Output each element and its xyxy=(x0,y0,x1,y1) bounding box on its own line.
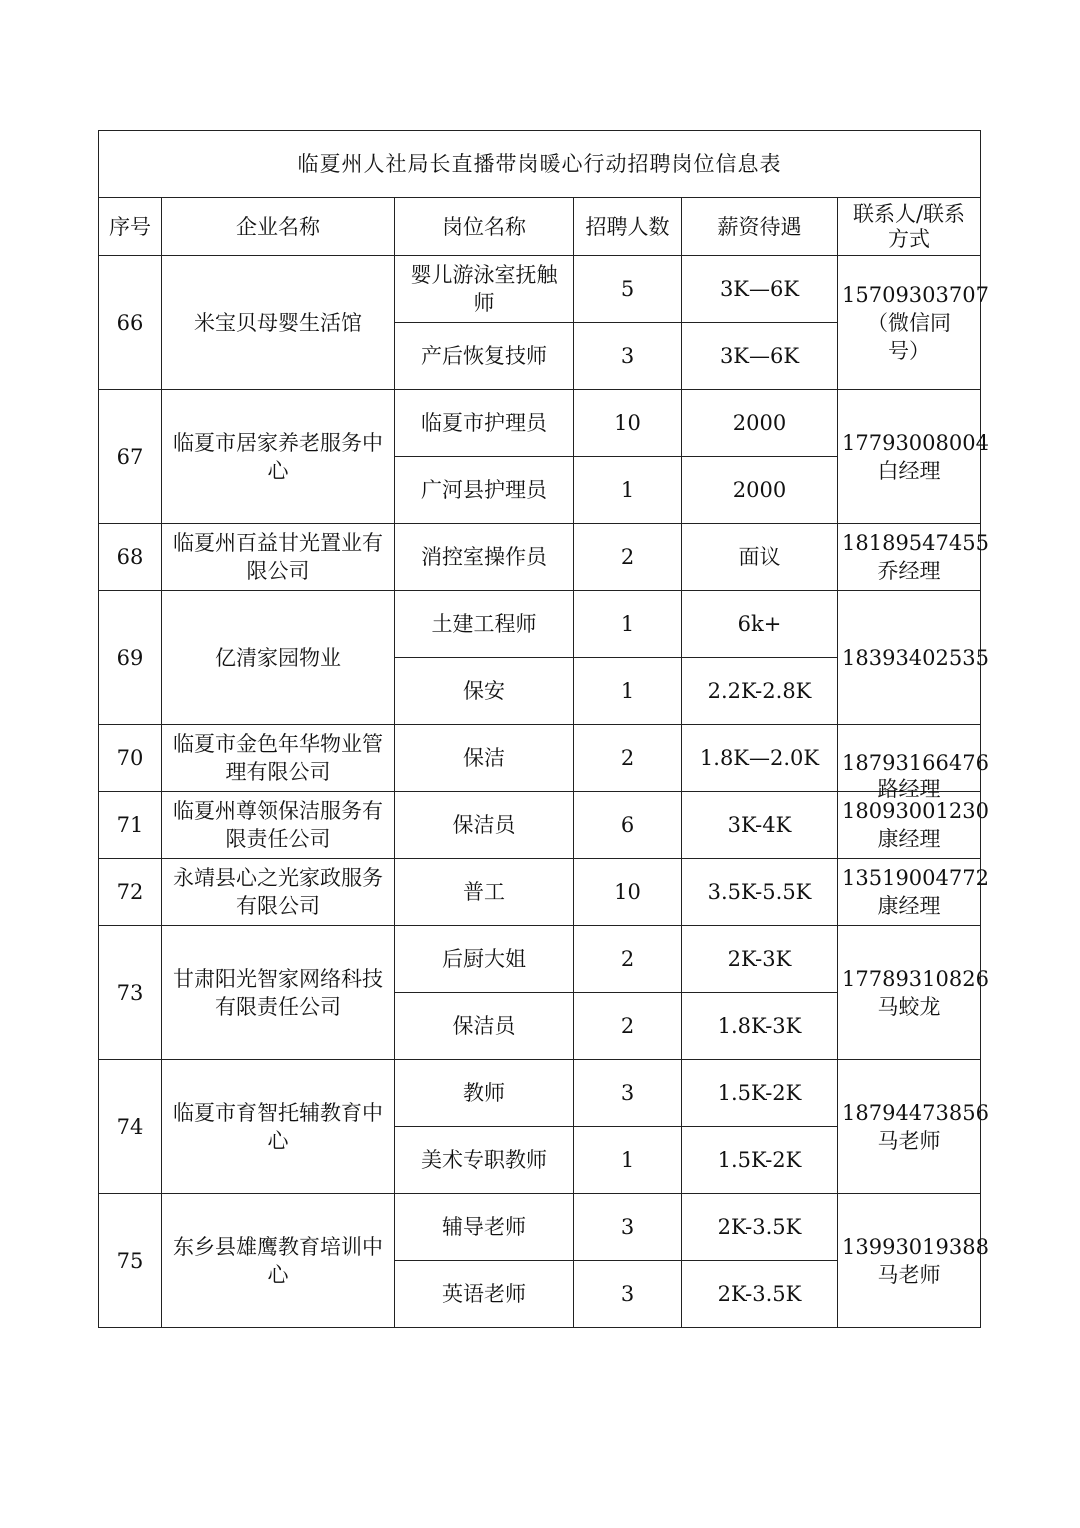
cell-salary: 2.2K-2.8K xyxy=(682,658,838,725)
cell-no: 74 xyxy=(99,1060,162,1194)
contact-line: 路经理 xyxy=(877,777,941,801)
table-row xyxy=(99,256,981,323)
cell-contact xyxy=(838,591,989,725)
cell-contact xyxy=(838,926,989,1060)
cell-position: 临夏市护理员 xyxy=(395,390,574,457)
table-row xyxy=(99,1060,981,1127)
cell-no: 67 xyxy=(99,390,162,524)
cell-position: 辅导老师 xyxy=(395,1194,574,1261)
table-row xyxy=(99,390,981,457)
table-row xyxy=(99,792,981,859)
cell-position: 后厨大姐 xyxy=(395,926,574,993)
table-row xyxy=(99,524,981,591)
cell-salary: 2000 xyxy=(682,390,838,457)
cell-company: 临夏市居家养老服务中心 xyxy=(162,390,395,524)
cell-position: 英语老师 xyxy=(395,1261,574,1328)
cell-no: 75 xyxy=(99,1194,162,1328)
contact-line: 18793166476 xyxy=(842,751,989,775)
cell-position: 保安 xyxy=(395,658,574,725)
cell-salary: 1.5K-2K xyxy=(682,1060,838,1127)
cell-count: 3 xyxy=(574,1261,682,1328)
cell-position: 产后恢复技师 xyxy=(395,323,574,390)
contact-line: 17789310826 xyxy=(842,966,989,991)
cell-count: 5 xyxy=(574,256,682,323)
cell-salary: 3K-4K xyxy=(682,792,838,859)
cell-contact xyxy=(838,1194,989,1328)
cell-contact xyxy=(838,256,989,390)
cell-count: 1 xyxy=(574,457,682,524)
cell-contact xyxy=(838,524,989,591)
cell-count: 1 xyxy=(574,591,682,658)
cell-count: 3 xyxy=(574,323,682,390)
cell-salary: 2K-3.5K xyxy=(682,1194,838,1261)
cell-count: 2 xyxy=(574,524,682,591)
cell-salary: 1.8K—2.0K xyxy=(682,725,838,792)
cell-contact xyxy=(838,725,989,801)
cell-no: 66 xyxy=(99,256,162,390)
table-row xyxy=(99,859,981,926)
table-row xyxy=(99,926,981,993)
cell-company: 永靖县心之光家政服务有限公司 xyxy=(162,859,395,926)
contact-line: 康经理 xyxy=(877,894,941,918)
header-row xyxy=(99,198,981,256)
cell-count: 1 xyxy=(574,658,682,725)
cell-position: 婴儿游泳室抚触师 xyxy=(395,256,574,323)
cell-no: 72 xyxy=(99,859,162,926)
header-contact-line2: 方式 xyxy=(888,226,931,251)
cell-position: 教师 xyxy=(395,1060,574,1127)
contact-line: 15709303707 xyxy=(842,282,989,307)
cell-count: 3 xyxy=(574,1194,682,1261)
contact-line: 马老师 xyxy=(877,1262,941,1287)
table-row xyxy=(99,725,981,792)
contact-line: 13519004772 xyxy=(842,866,989,890)
cell-count: 10 xyxy=(574,390,682,457)
header-contact-line1: 联系人/联系 xyxy=(852,201,966,226)
table-title: 临夏州人社局长直播带岗暖心行动招聘岗位信息表 xyxy=(99,131,981,198)
recruitment-table xyxy=(98,130,989,1328)
contact-line: 号） xyxy=(888,338,931,363)
cell-no: 73 xyxy=(99,926,162,1060)
contact-line: 马老师 xyxy=(877,1128,941,1153)
cell-count: 2 xyxy=(574,725,682,792)
cell-salary: 2000 xyxy=(682,457,838,524)
cell-position: 普工 xyxy=(395,859,574,926)
cell-contact xyxy=(838,792,989,859)
table-row xyxy=(99,1194,981,1261)
cell-count: 2 xyxy=(574,993,682,1060)
contact-line: 白经理 xyxy=(877,458,941,483)
cell-salary: 3.5K-5.5K xyxy=(682,859,838,926)
cell-salary: 1.8K-3K xyxy=(682,993,838,1060)
cell-company: 临夏州尊领保洁服务有限责任公司 xyxy=(162,792,395,859)
cell-position: 保洁员 xyxy=(395,792,574,859)
cell-company: 东乡县雄鹰教育培训中心 xyxy=(162,1194,395,1328)
cell-no: 68 xyxy=(99,524,162,591)
contact-line: 乔经理 xyxy=(877,559,941,583)
cell-position: 保洁员 xyxy=(395,993,574,1060)
header-count: 招聘人数 xyxy=(574,198,682,256)
cell-company: 甘肃阳光智家网络科技有限责任公司 xyxy=(162,926,395,1060)
contact-line: 18189547455 xyxy=(842,531,989,555)
contact-line: 18393402535 xyxy=(842,645,989,670)
cell-position: 消控室操作员 xyxy=(395,524,574,591)
cell-company: 临夏州百益甘光置业有限公司 xyxy=(162,524,395,591)
contact-line: 18794473856 xyxy=(842,1100,989,1125)
cell-salary: 1.5K-2K xyxy=(682,1127,838,1194)
cell-no: 70 xyxy=(99,725,162,792)
cell-no: 71 xyxy=(99,792,162,859)
cell-salary: 面议 xyxy=(682,524,838,591)
cell-salary: 3K—6K xyxy=(682,256,838,323)
cell-position: 保洁 xyxy=(395,725,574,792)
cell-salary: 2K-3.5K xyxy=(682,1261,838,1328)
cell-count: 10 xyxy=(574,859,682,926)
cell-company: 临夏市育智托辅教育中心 xyxy=(162,1060,395,1194)
contact-line: 17793008004 xyxy=(842,430,989,455)
contact-line: （微信同 xyxy=(867,310,952,335)
contact-line: 18093001230 xyxy=(842,799,989,823)
cell-salary: 2K-3K xyxy=(682,926,838,993)
cell-position: 土建工程师 xyxy=(395,591,574,658)
contact-line: 马蛟龙 xyxy=(877,994,941,1019)
header-position: 岗位名称 xyxy=(395,198,574,256)
contact-line: 康经理 xyxy=(877,827,941,851)
header-salary: 薪资待遇 xyxy=(682,198,838,256)
cell-position: 广河县护理员 xyxy=(395,457,574,524)
table-row xyxy=(99,591,981,658)
cell-contact xyxy=(838,1060,989,1194)
cell-contact xyxy=(838,390,989,524)
cell-contact xyxy=(838,859,989,926)
cell-count: 6 xyxy=(574,792,682,859)
header-contact xyxy=(838,198,981,256)
cell-salary: 3K—6K xyxy=(682,323,838,390)
cell-no: 69 xyxy=(99,591,162,725)
cell-count: 1 xyxy=(574,1127,682,1194)
header-company: 企业名称 xyxy=(162,198,395,256)
header-no: 序号 xyxy=(99,198,162,256)
cell-count: 3 xyxy=(574,1060,682,1127)
cell-count: 2 xyxy=(574,926,682,993)
cell-company: 亿清家园物业 xyxy=(162,591,395,725)
cell-company: 临夏市金色年华物业管理有限公司 xyxy=(162,725,395,792)
cell-salary: 6k+ xyxy=(682,591,838,658)
cell-position: 美术专职教师 xyxy=(395,1127,574,1194)
cell-company: 米宝贝母婴生活馆 xyxy=(162,256,395,390)
contact-line: 13993019388 xyxy=(842,1234,989,1259)
